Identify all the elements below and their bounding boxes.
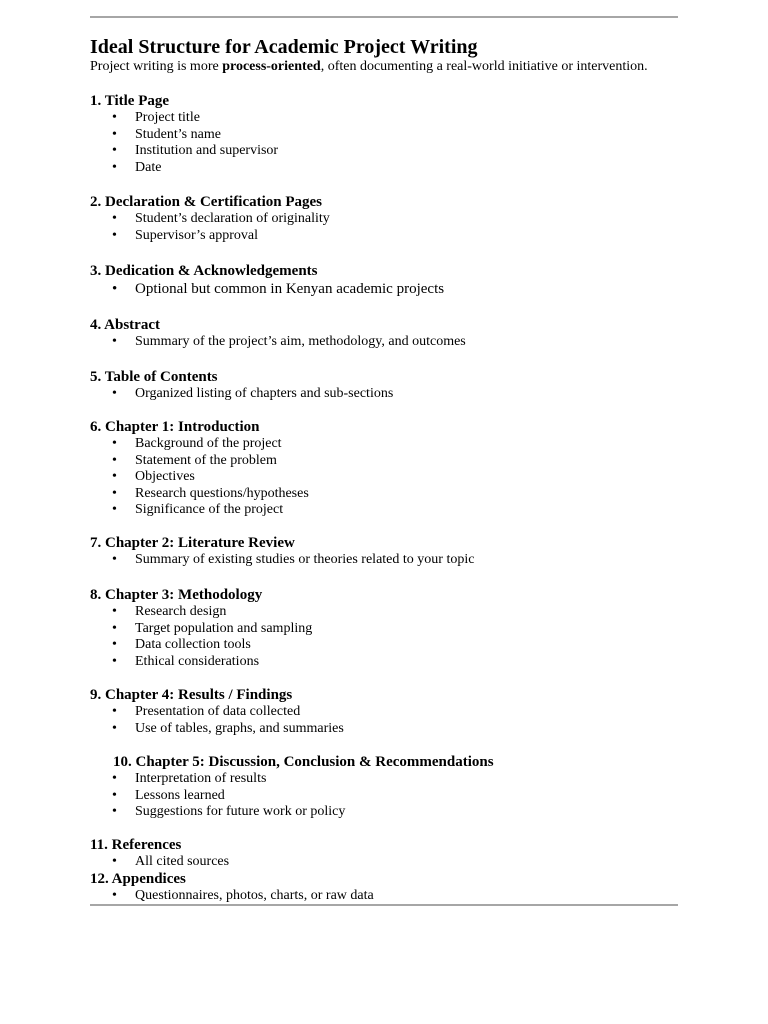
bullet-icon: • [112, 704, 117, 719]
bullet-icon: • [112, 159, 117, 175]
list-item [90, 721, 678, 738]
list-item-text: Target population and sampling [135, 620, 313, 636]
bullet-list [90, 704, 678, 737]
bullet-list [90, 110, 678, 176]
list-item-text: Objectives [135, 469, 195, 484]
list-item-text: Presentation of data collected [135, 704, 301, 719]
bullet-icon: • [112, 620, 117, 636]
bullet-list [90, 280, 678, 298]
section-abstract [90, 316, 678, 351]
list-item-text: Data collection tools [135, 637, 251, 652]
section-declaration [90, 193, 678, 244]
bullet-icon: • [112, 469, 117, 484]
bullet-list [90, 334, 678, 351]
section-title-page [90, 92, 678, 176]
list-item-text: Student’s name [135, 126, 221, 142]
list-item [90, 469, 678, 486]
bullet-icon: • [112, 452, 117, 468]
list-item [90, 604, 678, 621]
list-item [90, 804, 678, 821]
bullet-icon: • [112, 386, 117, 401]
list-item-text: Supervisor’s approval [135, 227, 258, 243]
list-item [90, 788, 678, 805]
list-item [90, 386, 678, 403]
bullet-icon: • [112, 888, 117, 903]
list-item-text: Significance of the project [135, 502, 284, 517]
list-item [90, 771, 678, 788]
bullet-list [90, 854, 678, 871]
bullet-icon: • [112, 771, 117, 786]
list-item [90, 127, 678, 144]
intro-paragraph [90, 58, 648, 75]
list-item-text: Lessons learned [135, 787, 225, 803]
bullet-icon: • [112, 787, 117, 803]
list-item-text: Research questions/hypotheses [135, 485, 309, 501]
list-item [90, 486, 678, 503]
list-item [90, 228, 678, 245]
bullet-icon: • [112, 143, 117, 158]
section-heading: 12. Appendices [90, 871, 186, 887]
list-item-text: Questionnaires, photos, charts, or raw data [135, 888, 374, 903]
list-item-text: Student’s declaration of originality [135, 211, 330, 226]
list-item-text: Use of tables, graphs, and summaries [135, 720, 344, 736]
intro-bold-term: process-oriented [222, 59, 321, 74]
list-item-text: Research design [135, 604, 227, 619]
bullet-icon: • [112, 334, 117, 349]
list-item-text: All cited sources [135, 854, 230, 869]
bullet-icon: • [112, 485, 117, 501]
section-heading: 10. Chapter 5: Discussion, Conclusion & Recommendations [113, 754, 494, 770]
top-horizontal-rule [90, 16, 678, 18]
list-item-text: Project title [135, 110, 200, 125]
list-item [90, 160, 678, 177]
list-item [90, 621, 678, 638]
list-item-text: Summary of existing studies or theories related to your topic [135, 552, 475, 567]
list-item-text: Optional but common in Kenyan academic projects [135, 281, 445, 297]
list-item-text: Ethical considerations [135, 653, 260, 669]
bullet-icon: • [112, 436, 117, 451]
bullet-icon: • [112, 854, 117, 869]
bullet-icon: • [112, 653, 117, 669]
bullet-list [90, 604, 678, 670]
section-heading: 2. Declaration & Certification Pages [90, 194, 323, 210]
bullet-icon: • [112, 637, 117, 652]
list-item-text: Institution and supervisor [135, 143, 279, 158]
list-item [90, 110, 678, 127]
list-item [90, 888, 678, 905]
list-item [90, 143, 678, 160]
list-item [90, 280, 678, 298]
section-table-of-contents [90, 368, 678, 403]
bullet-icon: • [112, 110, 117, 125]
list-item-text: Summary of the project’s aim, methodology, and outcomes [135, 334, 466, 349]
section-chapter-5-discussion [90, 753, 678, 821]
list-item [90, 453, 678, 470]
section-chapter-4-results [90, 686, 678, 737]
bullet-icon: • [112, 552, 117, 567]
list-item-text: Suggestions for future work or policy [135, 804, 346, 819]
list-item-text: Interpretation of results [135, 771, 267, 786]
list-item-text: Organized listing of chapters and sub-sections [135, 386, 394, 401]
bullet-list [90, 771, 678, 821]
section-heading: 5. Table of Contents [90, 369, 218, 385]
bullet-list [90, 436, 678, 519]
bullet-icon: • [112, 227, 117, 243]
intro-text-after: , often documenting a real-world initiative or intervention. [320, 59, 648, 74]
section-references [90, 836, 678, 871]
section-heading: 4. Abstract [90, 317, 160, 333]
section-chapter-1-introduction [90, 418, 678, 519]
bullet-icon: • [112, 804, 117, 819]
document-title: Ideal Structure for Academic Project Writing [90, 36, 478, 58]
list-item [90, 436, 678, 453]
list-item [90, 502, 678, 519]
intro-text-before: Project writing is more [90, 59, 223, 74]
list-item [90, 637, 678, 654]
list-item [90, 704, 678, 721]
section-heading: 11. References [90, 837, 182, 853]
list-item [90, 211, 678, 228]
section-chapter-3-methodology [90, 586, 678, 670]
bullet-icon: • [112, 720, 117, 736]
list-item [90, 854, 678, 871]
bullet-icon: • [112, 281, 118, 297]
bullet-list [90, 211, 678, 244]
list-item [90, 334, 678, 351]
section-heading: 8. Chapter 3: Methodology [90, 587, 263, 603]
list-item-text: Date [135, 159, 162, 175]
section-appendices [90, 870, 678, 905]
section-dedication [90, 262, 678, 298]
bottom-horizontal-rule [90, 904, 678, 906]
bullet-icon: • [112, 604, 117, 619]
bullet-icon: • [112, 211, 117, 226]
section-heading: 9. Chapter 4: Results / Findings [90, 687, 293, 703]
list-item-text: Statement of the problem [135, 452, 277, 468]
section-heading: 1. Title Page [90, 93, 170, 109]
section-heading: 6. Chapter 1: Introduction [90, 419, 260, 435]
bullet-icon: • [112, 502, 117, 517]
section-heading: 3. Dedication & Acknowledgements [90, 263, 318, 279]
bullet-icon: • [112, 126, 117, 142]
list-item [90, 552, 678, 569]
bullet-list [90, 386, 678, 403]
list-item-text: Background of the project [135, 436, 282, 451]
list-item [90, 654, 678, 671]
section-chapter-2-literature-review [90, 534, 678, 569]
section-heading: 7. Chapter 2: Literature Review [90, 535, 295, 551]
bullet-list [90, 552, 678, 569]
bullet-list [90, 888, 678, 905]
